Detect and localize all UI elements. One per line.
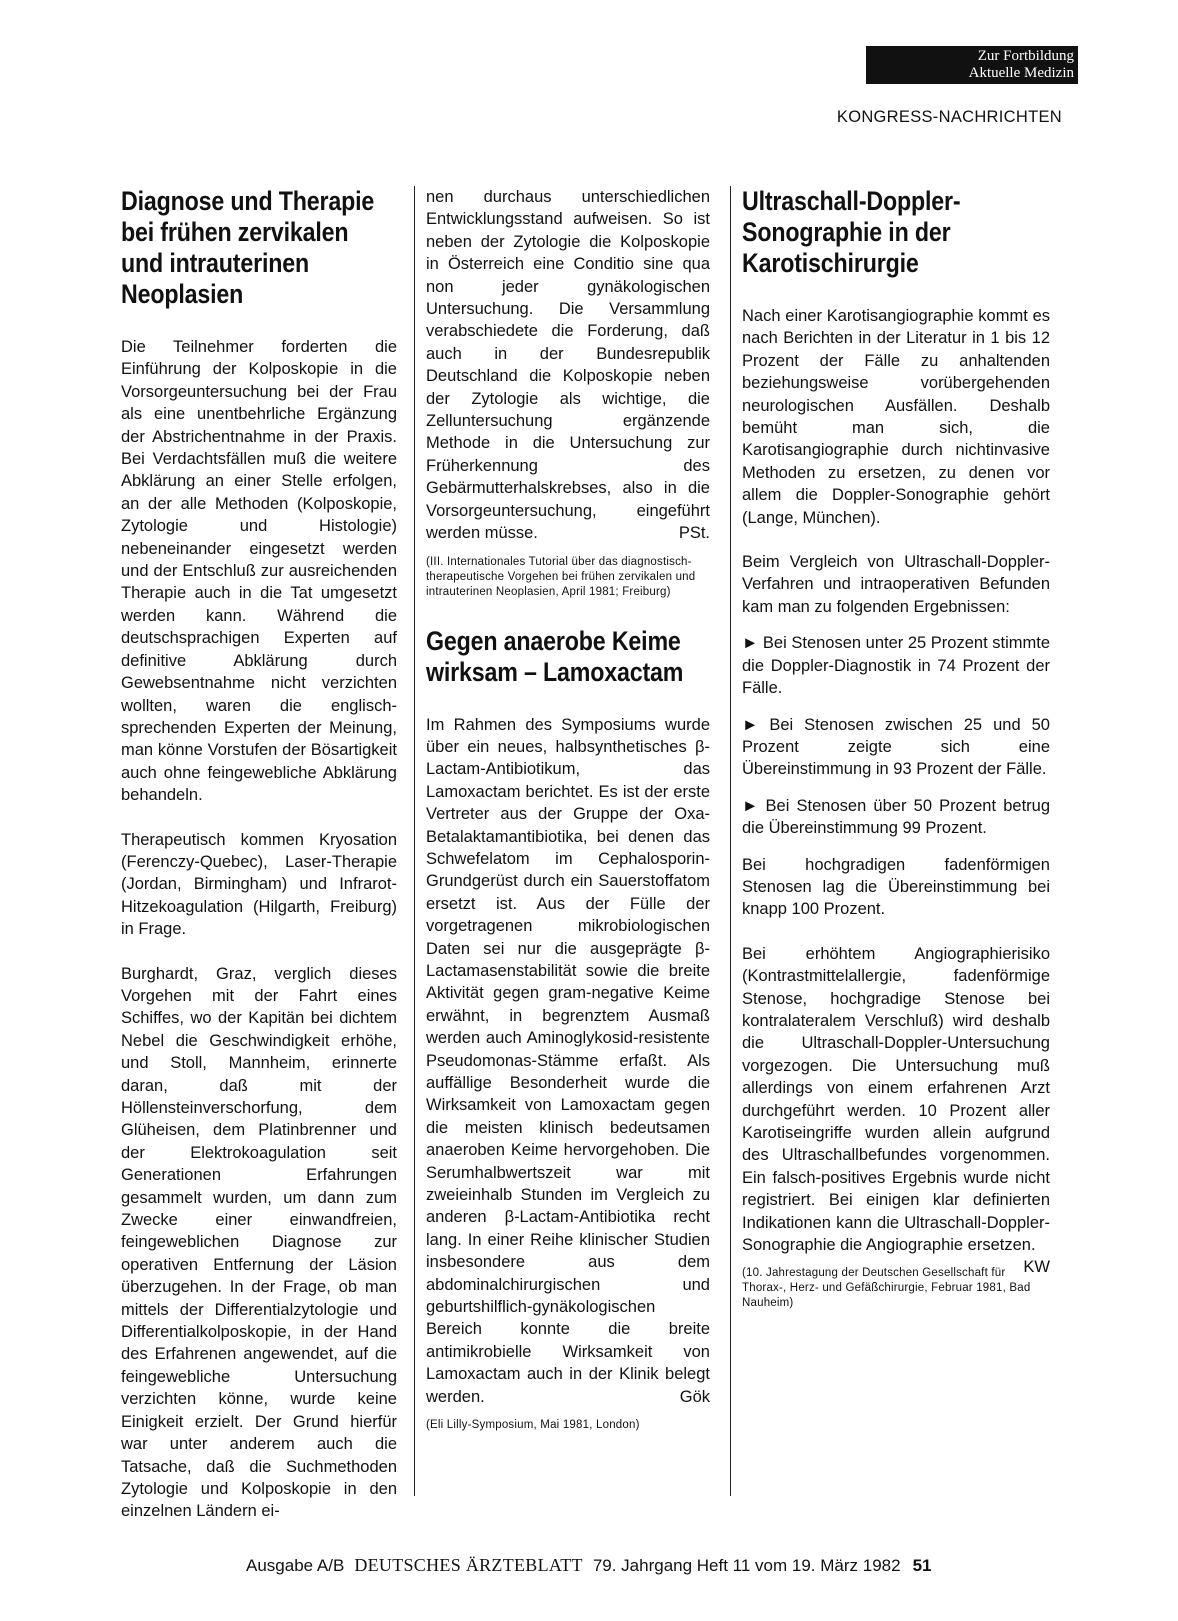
article-3-paragraph xyxy=(742,943,1050,1277)
page-footer xyxy=(246,1555,1068,1576)
article-3-bullet: ► Bei Stenosen unter 25 Prozent stimmte die Doppler-Diagnostik in 74 Prozent der Fälle. xyxy=(742,634,1050,698)
article-1-continued-text: nen durchaus unterschiedlichen Entwicklungsstand aufweisen. So ist neben der Zytologie die Kolposkopie in Österreich eine Conditio sine qua non jeder gynäkologischen Untersuchung. Die Versammlung verabschiedete die Forderung, daß auch in der Bundesrepublik Deutschland die Kolposkopie neben der Zytologie als wichtige, die Zelluntersuchung ergänzende Methode in die Untersuchung zur Früherkennung des Gebärmutterhalskrebses, also in die Vorsorgeuntersuchung, eingeführt werden müsse. xyxy=(426,188,710,543)
article-3-bullet: ► Bei Stenosen zwischen 25 und 50 Prozent zeigte sich eine Übereinstimmung in 93 Prozent der Fälle. xyxy=(742,715,1050,779)
article-3-paragraph: Nach einer Karotisangiographie kommt es nach Berichten in der Literatur in 1 bis 12 Prozent der Fälle zu anhaltenden beziehungsweise vorübergehenden neurologischen Ausfällen. Deshalb bemüht man sich, die Karotisangiographie durch nichtinvasive Methoden zu ersetzen, zu denen vor allem die Doppler-Sonographie gehört (Lange, München). xyxy=(742,307,1050,527)
column-3 xyxy=(730,186,1050,1496)
article-1-paragraph: Die Teilnehmer forderten die Einführung der Kolposkopie in die Vorsorgeuntersuchung bei der Frau als eine unentbehrliche Ergänzung der Abstrichentnahme in der Praxis. Bei Verdachtsfällen muß die weitere Abklärung an einer Stelle erfolgen, an der alle Methoden (Kolposkopie, Zytologie und Histologie) nebeneinander eingesetzt werden und der Entschluß zur ausreichenden Therapie auch in die Tat umgesetzt werden kann. Während die deutschsprachigen Experten auf definitive Abklärung durch Gewebsentnahme nicht verzichten wollten, waren die englisch-sprechenden Experten der Meinung, man könne Vorstufen der Bösartigkeit auch ohne feingewebliche Abklärung behandeln. xyxy=(121,338,397,805)
page-number: 51 xyxy=(912,1556,932,1575)
section-label: KONGRESS-NACHRICHTEN xyxy=(836,108,1062,126)
article-3-paragraph: Beim Vergleich von Ultraschall-Doppler-Verfahren und intraoperativen Befunden kam man zu folgenden Ergebnissen: xyxy=(742,553,1050,616)
article-2-paragraph xyxy=(426,714,710,1409)
article-1-signature: PSt. xyxy=(678,524,710,543)
footer-edition: Ausgabe A/B xyxy=(246,1556,345,1575)
article-2-signature: Gök xyxy=(679,1387,710,1406)
rubric-line-2: Aktuelle Medizin xyxy=(968,65,1074,81)
article-1-paragraph: Therapeutisch kommen Kryosation (Ferenczy-Quebec), Laser-Therapie (Jordan, Birmingham) und Infrarot-Hitzekoagulation (Hilgarth, Freiburg) in Frage. xyxy=(121,830,397,939)
article-1-paragraph xyxy=(426,186,710,545)
article-1-source: (III. Internationales Tutorial über das diagnostisch-therapeutische Vorgehen bei frühen zervikalen und intrauterinen Neoplasien, April 1981; Freiburg) xyxy=(426,555,696,598)
article-3-paragraph: Bei hochgradigen fadenförmigen Stenosen lag die Übereinstimmung bei knapp 100 Prozent. xyxy=(742,855,1050,919)
article-3-text: Bei erhöhtem Angiographierisiko (Kontrastmittelallergie, fadenförmige Stenose, hochgradige Stenose bei kontralateralem Verschluß) wird deshalb die Ultraschall-Doppler-Untersuchung vorgezogen. Die Untersuchung muß allerdings von einem erfahrenen Arzt durchgeführt werden. 10 Prozent aller Karotiseingriffe wurden allein aufgrund des Ultraschallbefundes vorgenommen. Ein falsch-positives Ergebnis wurde nicht registriert. Bei einigen klar definierten Indikationen kann die Ultraschall-Doppler-Sonographie die Angiographie ersetzen. xyxy=(742,944,1050,1255)
article-1-title: Diagnose und Therapie bei frühen zervikalen und intrauterinen Neoplasien xyxy=(121,186,375,309)
article-2-source: (Eli Lilly-Symposium, Mai 1981, London) xyxy=(426,1419,640,1432)
article-3-bullet: ► Bei Stenosen über 50 Prozent betrug die Übereinstimmung 99 Prozent. xyxy=(742,796,1050,838)
column-1 xyxy=(121,186,397,1523)
footer-issue: 79. Jahrgang Heft 11 vom 19. März 1982 xyxy=(592,1556,901,1575)
article-2-title: Gegen anaerobe Keime wirksam – Lamoxactam xyxy=(426,625,684,687)
article-3-source: (10. Jahrestagung der Deutschen Gesellschaft für Thorax-, Herz- und Gefäßchirurgie, Februar 1981, Bad Nauheim) xyxy=(742,1267,1031,1310)
article-3-signature: KW xyxy=(1023,1258,1050,1277)
rubric-line-1: Zur Fortbildung xyxy=(977,48,1074,64)
footer-journal: DEUTSCHES ÄRZTEBLATT xyxy=(354,1555,583,1575)
article-1-paragraph: Burghardt, Graz, verglich dieses Vorgehen mit der Fahrt eines Schiffes, wo der Kapitän bei dichtem Nebel die Geschwindigkeit erhöhe, und Stoll, Mannheim, erinnerte daran, daß mit der Höllensteinverschorfung, dem Glüheisen, dem Platinbrenner und der Elektrokoagulation seit Generationen Erfahrungen gesammelt wurden, um dann zum Zwecke einer einwandfreien, feingeweblichen Diagnose zur operativen Entfernung der Läsion überzugehen. In der Frage, ob man mittels der Differentialzytologie und Differentialkolposkopie, in der Hand des Erfahrenen angewendet, auf die feingewebliche Untersuchung verzichten könne, wurde keine Einigkeit erzielt. Der Grund hierfür war unter anderem auch die Tatsache, daß die Suchmethoden Zytologie und Kolposkopie in den einzelnen Ländern ei- xyxy=(121,964,397,1521)
article-2-text: Im Rahmen des Symposiums wurde über ein neues, halbsynthetisches β-Lactam-Antibiotikum, das Lamoxactam berichtet. Es ist der erste Vertreter aus der Gruppe der Oxa-Betalaktamantibiotika, bei denen das Schwefelatom im Cephalosporin-Grundgerüst durch ein Sauerstoffatom ersetzt ist. Aus der Fülle der vorgetragenen mikrobiologischen Daten sei nur die ausgeprägte β-Lactamasenstabilität sowie die breite Aktivität gegen gram-negative Keime erwähnt, in begrenztem Ausmaß werden auch Aminoglykosid-resistente Pseudomonas-Stämme erfaßt. Als auffällige Besonderheit wurde die Wirksamkeit von Lamoxactam gegen die meisten klinisch bedeutsamen anaeroben Keime hervorgehoben. Die Serumhalbwertszeit war mit zweieinhalb Stunden im Vergleich zu anderen β-Lactam-Antibiotika recht lang. In einer Reihe klinischer Studien insbesondere aus dem abdominalchirurgischen und geburtshilflich-gynäkologischen Bereich konnte die breite antimikrobielle Wirksamkeit von Lamoxactam auch in der Klinik belegt werden. xyxy=(426,715,710,1406)
rubric-banner xyxy=(866,46,1078,84)
column-2 xyxy=(414,186,710,1496)
article-3-title: Ultraschall-Doppler-Sonographie in der Karotischirurgie xyxy=(742,186,961,278)
